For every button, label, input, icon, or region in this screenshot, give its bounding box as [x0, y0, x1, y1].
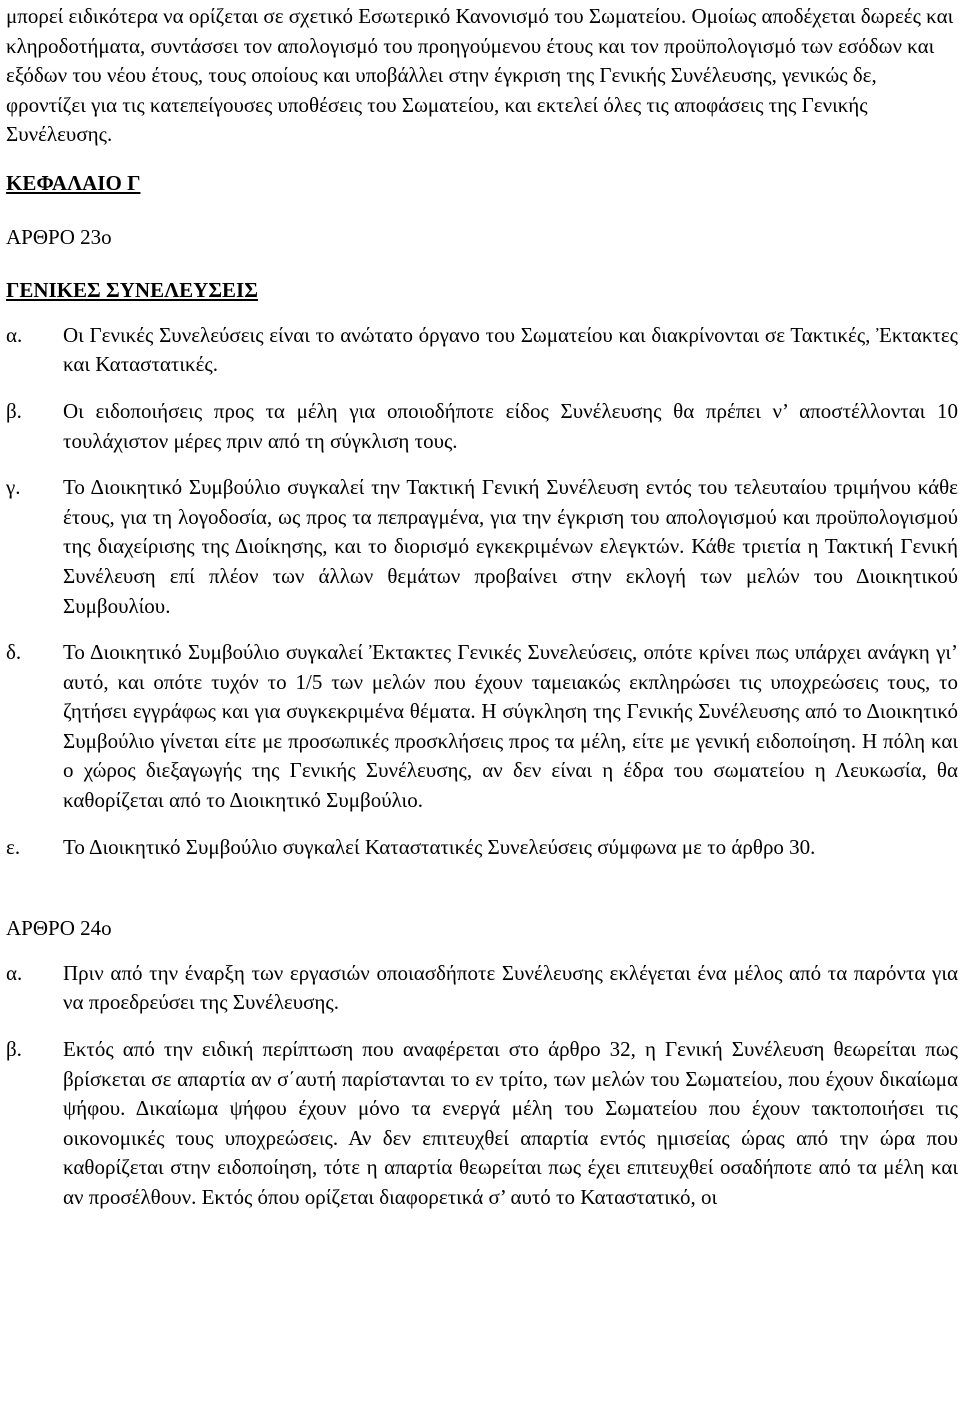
item-text: Το Διοικητικό Συμβούλιο συγκαλεί Καταστατικές Συνελεύσεις σύμφωνα με το άρθρο 30. — [63, 834, 816, 859]
section-title-general-assemblies: ΓΕΝΙΚΕΣ ΣΥΝΕΛΕΥΣΕΙΣ — [6, 278, 258, 303]
article-23-item-b — [6, 397, 958, 456]
item-marker: α. — [6, 322, 23, 347]
intro-paragraph: μπορεί ειδικότερα να ορίζεται σε σχετικό Εσωτερικό Κανονισμό του Σωματείου. Ομοίως αποδέχεται δωρεές και κληροδοτήματα, συντάσσει τον απολογισμό του προηγούμενου έτους και τον προϋπολογισμό των εσόδων και εξόδων του νέου έτους, τους οποίους και υποβάλλει στην έγκριση της Γενικής Συνέλευσης, γενικώς δε, φροντίζει για τις κατεπείγουσες υποθέσεις του Σωματείου, και εκτελεί όλες τις αποφάσεις της Γενικής Συνέλευσης. — [6, 4, 954, 147]
item-marker: α. — [6, 960, 23, 985]
document-page — [6, 2, 958, 1213]
article-23-item-a — [6, 321, 958, 380]
item-marker: β. — [6, 398, 22, 423]
item-text: Το Διοικητικό Συμβούλιο συγκαλεί Ἐκτακτες Γενικές Συνελεύσεις, οπότε κρίνει πως υπάρχει ανάγκη γι’ αυτό, και οπότε τυχόν το 1/5 των μελών που έχουν ταμειακώς εκπληρώσει τις υποχρεώσεις τους, το ζητήσει εγγράφως και για συγκεκριμένα θέματα. Η σύγκληση της Γενικής Συνέλευσης από το Διοικητικό Συμβούλιο γίνεται είτε με προσωπικές προσκλήσεις προς τα μέλη, είτε με γενική ειδοποίηση. Η πόλη και ο χώρος διεξαγωγής της Γενικής Συνέλευσης, αν δεν είναι η έδρα του σωματείου η Λευκωσία, θα καθορίζεται από το Διοικητικό Συμβούλιο. — [63, 640, 958, 813]
item-marker: γ. — [6, 475, 21, 500]
item-text: Οι Γενικές Συνελεύσεις είναι το ανώτατο όργανο του Σωματείου και διακρίνονται σε Τακτικές, Ἐκτακτες και Καταστατικές. — [63, 322, 958, 377]
chapter-title: ΚΕΦΑΛΑΙΟ Γ — [6, 170, 141, 195]
item-marker: β. — [6, 1037, 22, 1062]
item-text: Εκτός από την ειδική περίπτωση που αναφέρεται στο άρθρο 32, η Γενική Συνέλευση θεωρείται πως βρίσκεται σε απαρτία αν σ΄αυτή παρίστανται το εν τρίτο, των μελών του Σωματείου, που έχουν δικαίωμα ψήφου. Δικαίωμα ψήφου έχουν μόνο τα ενεργά μέλη του Σωματείου που έχουν τακτοποιήσει τις οικονομικές τους υποχρεώσεις. Αν δεν επιτευχθεί απαρτία εντός ημισείας ώρας από την ώρα που καθορίζεται στην ειδοποίηση, τότε η απαρτία θεωρείται πως έχει επιτευχθεί οσαδήποτε από τα μέλη και αν προσέλθουν. Εκτός όπου ορίζεται διαφορετικά σ’ αυτό το Καταστατικό, οι — [63, 1037, 958, 1209]
article-23-item-d — [6, 638, 958, 816]
item-text: Πριν από την έναρξη των εργασιών οποιασδήποτε Συνέλευσης εκλέγεται ένα μέλος από τα παρόντα για να προεδρεύσει της Συνέλευσης. — [63, 960, 958, 1015]
article-23-title: ΑΡΘΡΟ 23ο — [6, 224, 112, 249]
item-text: Το Διοικητικό Συμβούλιο συγκαλεί την Τακτική Γενική Συνέλευση εντός του τελευταίου τριμήνου κάθε έτους, για τη λογοδοσία, ως προς τα πεπραγμένα, για την έγκριση του απολογισμού και προϋπολογισμού της διαχείρισης της Διοίκησης, και το διορισμό εγκεκριμένων ελεγκτών. Κάθε τριετία η Τακτική Γενική Συνέλευση επί πλέον των άλλων θεμάτων προβαίνει στην εκλογή των μελών του Διοικητικού Συμβουλίου. — [63, 475, 958, 618]
article-24-title: ΑΡΘΡΟ 24ο — [6, 916, 112, 941]
article-23-item-c — [6, 473, 958, 621]
article-24-item-b — [6, 1035, 958, 1213]
item-text: Οι ειδοποιήσεις προς τα μέλη για οποιοδήποτε είδος Συνέλευσης θα πρέπει ν’ αποστέλλονται 10 τουλάχιστον μέρες πριν από τη σύγκλιση τους. — [63, 398, 958, 453]
item-marker: ε. — [6, 834, 21, 859]
item-marker: δ. — [6, 640, 22, 665]
article-23-item-e — [6, 833, 958, 863]
article-24-item-a — [6, 959, 958, 1018]
